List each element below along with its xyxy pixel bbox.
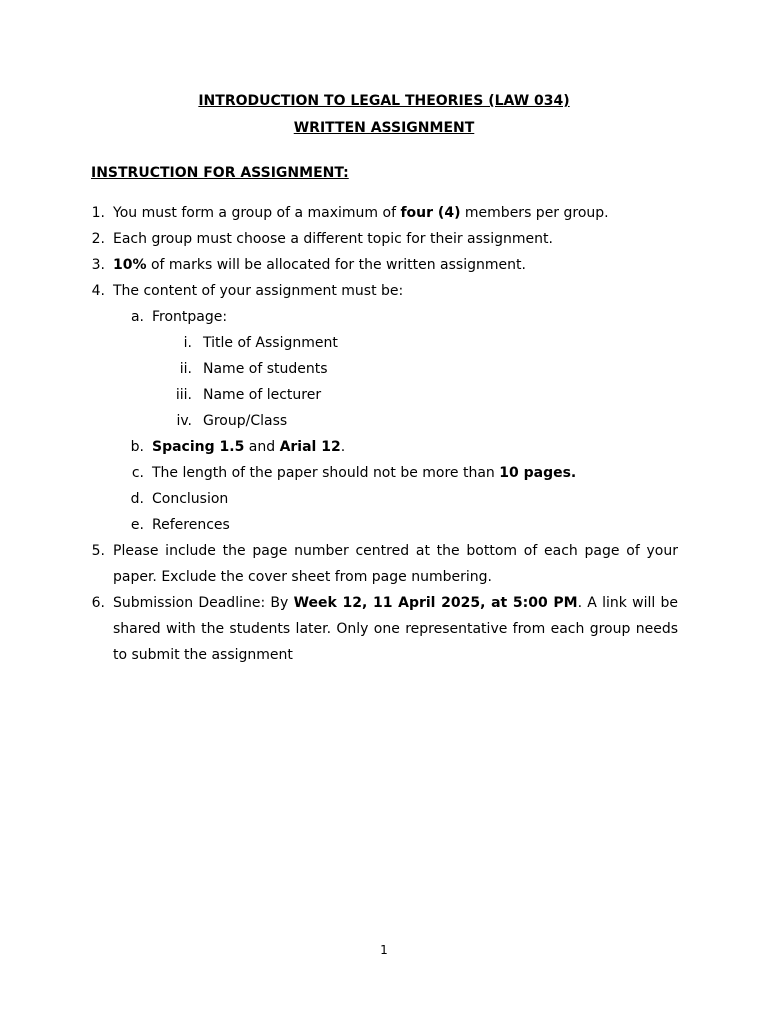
item-text: Name of lecturer bbox=[203, 387, 322, 403]
list-letter: d. bbox=[130, 491, 144, 507]
item-text: Conclusion bbox=[152, 491, 229, 507]
item-bold-text: Week 12, 11 April 2025, at 5:00 PM bbox=[293, 595, 578, 611]
list-roman: iii. bbox=[175, 387, 192, 403]
list-roman: iv. bbox=[176, 413, 192, 429]
item-bold-text: Spacing 1.5 bbox=[152, 439, 245, 455]
item-text: Title of Assignment bbox=[203, 335, 338, 351]
item-text: The length of the paper should not be more than bbox=[152, 465, 500, 481]
item-text: members per group. bbox=[460, 205, 609, 221]
list-letter: c. bbox=[131, 465, 144, 481]
list-letter: e. bbox=[130, 517, 144, 533]
item-text: Group/Class bbox=[203, 413, 288, 429]
item-text: Name of students bbox=[203, 361, 328, 377]
list-number: 1. bbox=[91, 205, 105, 221]
item-text: . A link will be bbox=[577, 595, 678, 611]
item-text-justified: Please include the page number centred at the bottom of each page of your bbox=[113, 543, 678, 559]
item-text: Submission Deadline: By bbox=[113, 595, 294, 611]
item-text: and bbox=[244, 439, 280, 455]
item-text: Frontpage: bbox=[152, 309, 228, 325]
item-text: Each group must choose a different topic for their assignment. bbox=[113, 231, 553, 247]
document-title: INTRODUCTION TO LEGAL THEORIES (LAW 034) bbox=[198, 93, 570, 109]
list-number: 6. bbox=[91, 595, 105, 611]
list-roman: ii. bbox=[179, 361, 192, 377]
item-text-justified: shared with the students later. Only one representative from each group needs bbox=[113, 621, 678, 637]
item-text: The content of your assignment must be: bbox=[113, 283, 404, 299]
document-subtitle: WRITTEN ASSIGNMENT bbox=[293, 120, 475, 136]
item-text: References bbox=[152, 517, 230, 533]
item-bold-text: 10 pages. bbox=[499, 465, 577, 481]
list-letter: b. bbox=[130, 439, 144, 455]
list-number: 3. bbox=[91, 257, 105, 273]
list-roman: i. bbox=[183, 335, 192, 351]
list-number: 2. bbox=[91, 231, 105, 247]
item-text-justified bbox=[113, 594, 678, 612]
item-text: paper. Exclude the cover sheet from page numbering. bbox=[113, 569, 492, 585]
list-letter: a. bbox=[130, 309, 144, 325]
item-bold-text: four (4) bbox=[400, 205, 461, 221]
page-number: 1 bbox=[380, 943, 388, 957]
list-number: 4. bbox=[91, 283, 105, 299]
item-bold-text: 10% bbox=[113, 257, 147, 273]
section-heading: INSTRUCTION FOR ASSIGNMENT: bbox=[91, 165, 349, 181]
item-text: of marks will be allocated for the written assignment. bbox=[146, 257, 526, 273]
list-number: 5. bbox=[91, 543, 105, 559]
item-text: . bbox=[340, 439, 346, 455]
item-text: You must form a group of a maximum of bbox=[113, 205, 401, 221]
item-bold-text: Arial 12 bbox=[279, 439, 341, 455]
item-text: to submit the assignment bbox=[113, 647, 293, 663]
